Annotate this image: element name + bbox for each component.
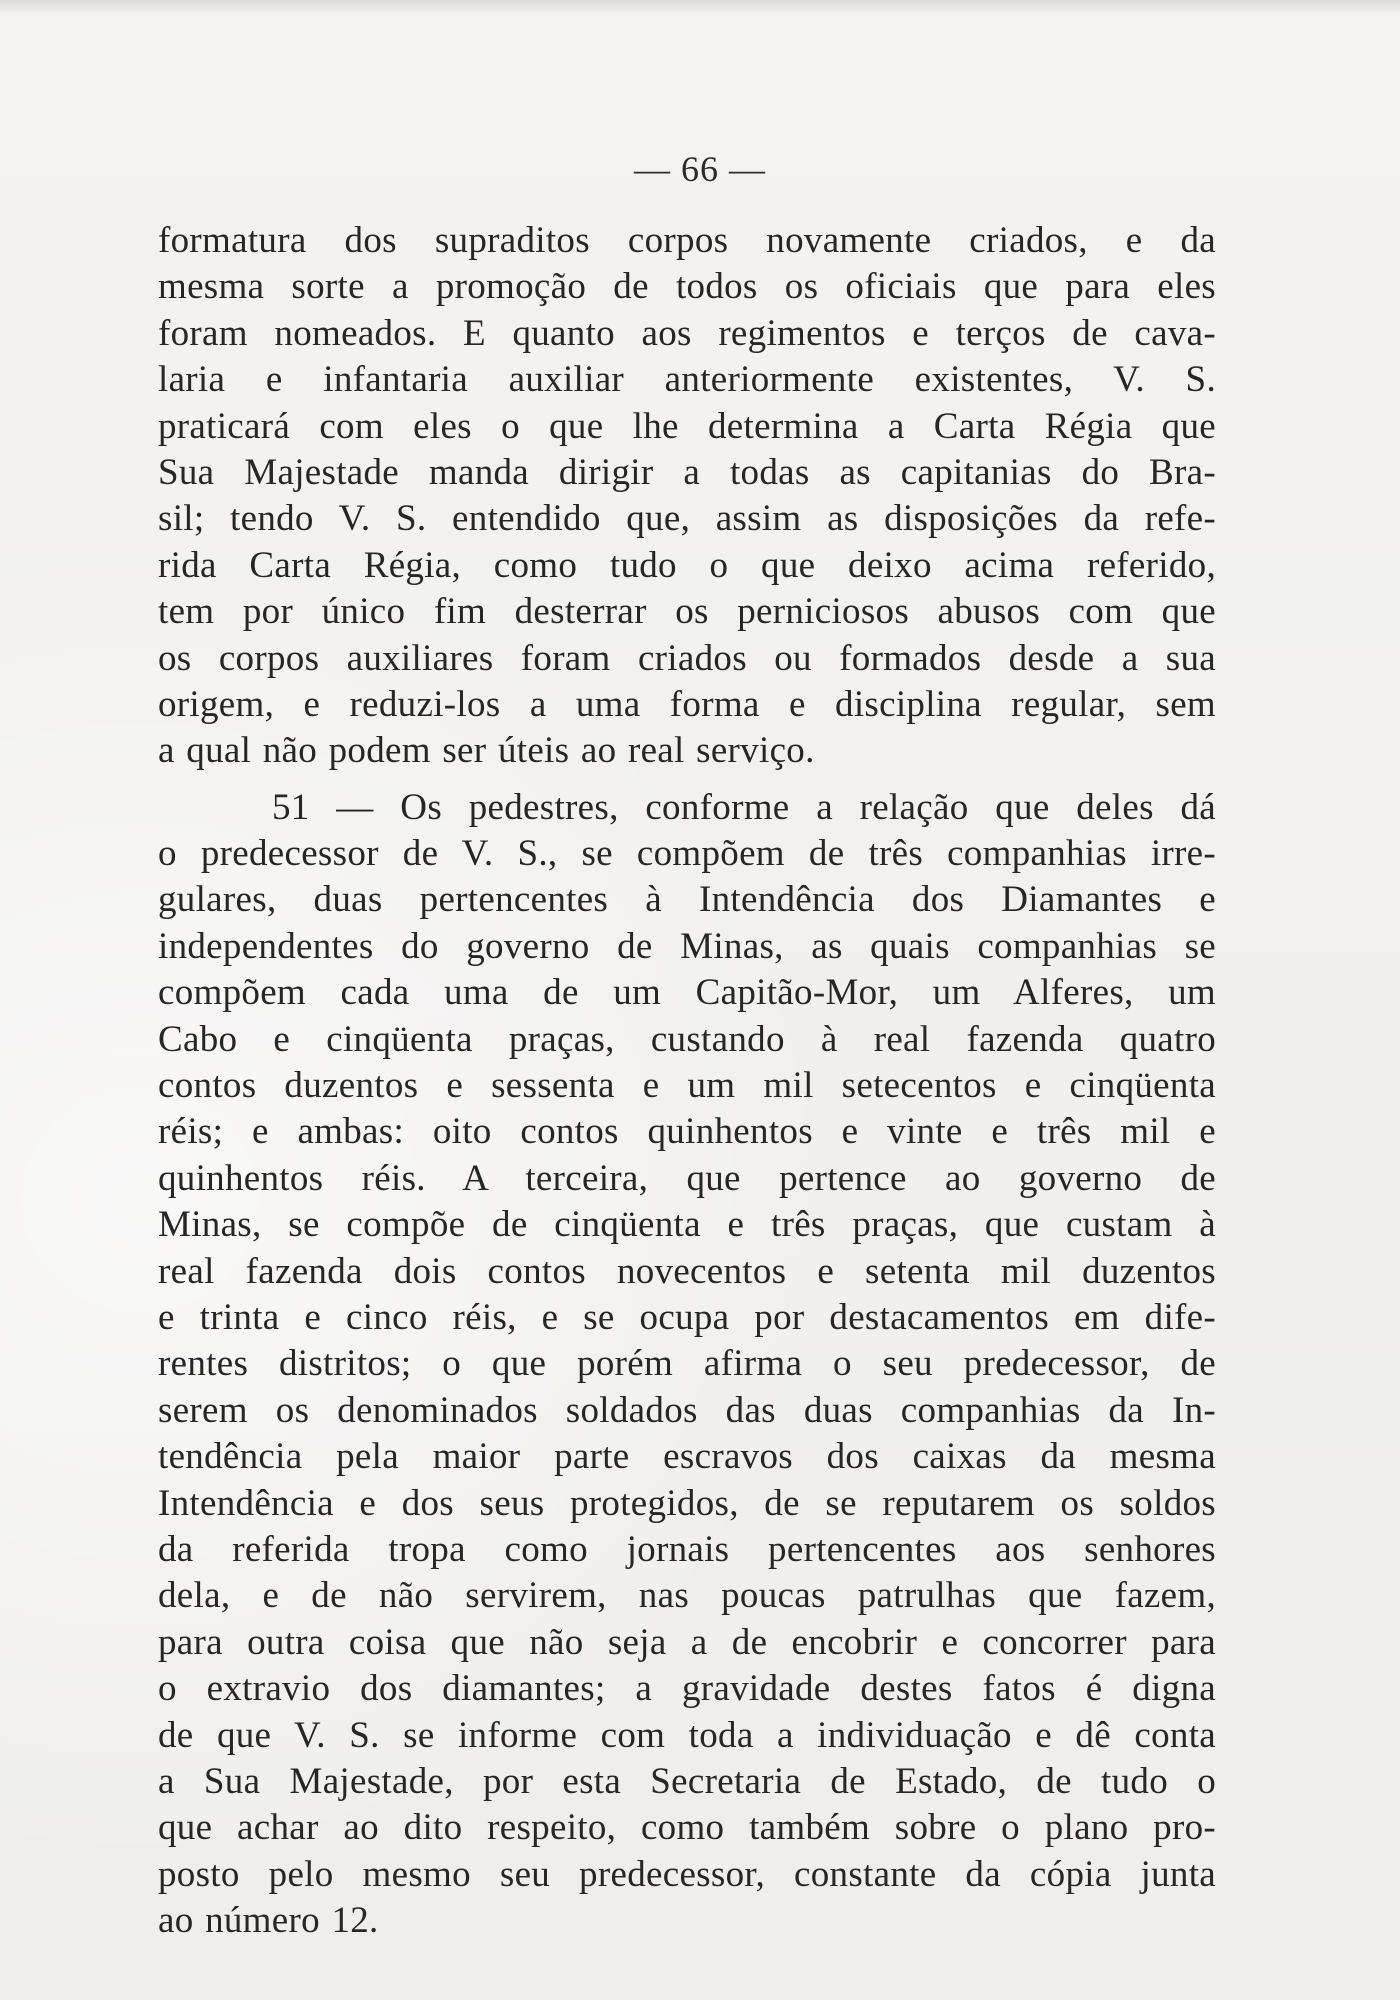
- text-line: foram nomeados. E quanto aos regimentos e terços de cava-: [158, 312, 1216, 354]
- paragraph-continuation: [158, 218, 1216, 775]
- text-line: formatura dos supraditos corpos novamente criados, e da: [158, 220, 1216, 261]
- text-line: Minas, se compõe de cinqüenta e três praças, que custam à: [158, 1204, 1216, 1246]
- text-line: ao número 12.: [158, 1900, 379, 1942]
- text-line: tendência pela maior parte escravos dos caixas da mesma: [158, 1436, 1216, 1478]
- text-line: compõem cada uma de um Capitão-Mor, um Alferes, um: [158, 972, 1216, 1014]
- text-line: rida Carta Régia, como tudo o que deixo acima referido,: [158, 544, 1216, 586]
- text-line: independentes do governo de Minas, as quais companhias se: [158, 925, 1216, 967]
- text-line: os corpos auxiliares foram criados ou formados desde a sua: [158, 637, 1216, 679]
- text-line: Sua Majestade manda dirigir a todas as capitanias do Bra-: [158, 451, 1216, 493]
- text-line: Intendência e dos seus protegidos, de se reputarem os soldos: [158, 1482, 1216, 1524]
- text-line: contos duzentos e sessenta e um mil setecentos e cinqüenta: [158, 1065, 1216, 1107]
- text-line: e trinta e cinco réis, e se ocupa por destacamentos em dife-: [158, 1296, 1216, 1338]
- text-line: tem por único fim desterrar os perniciosos abusos com que: [158, 591, 1216, 633]
- text-line: laria e infantaria auxiliar anteriormente existentes, V. S.: [158, 359, 1216, 401]
- paragraph-gap: [158, 775, 1216, 785]
- text-line: 51 — Os pedestres, conforme a relação que deles dá: [272, 786, 1216, 828]
- text-line: origem, e reduzi-los a uma forma e disciplina regular, sem: [158, 683, 1216, 725]
- text-line: gulares, duas pertencentes à Intendência dos Diamantes e: [158, 879, 1216, 921]
- text-line: sil; tendo V. S. entendido que, assim as disposições da refe-: [158, 498, 1216, 540]
- text-line: o extravio dos diamantes; a gravidade destes fatos é digna: [158, 1668, 1216, 1710]
- text-line: de que V. S. se informe com toda a individuação e dê conta: [158, 1714, 1216, 1756]
- text-line: mesma sorte a promoção de todos os oficiais que para eles: [158, 266, 1216, 308]
- text-line: rentes distritos; o que porém afirma o seu predecessor, de: [158, 1343, 1216, 1385]
- text-line: posto pelo mesmo seu predecessor, constante da cópia junta: [158, 1853, 1216, 1895]
- text-line: para outra coisa que não seja a de encobrir e concorrer para: [158, 1621, 1216, 1663]
- text-line: réis; e ambas: oito contos quinhentos e vinte e três mil e: [158, 1111, 1216, 1153]
- text-line: a Sua Majestade, por esta Secretaria de Estado, de tudo o: [158, 1760, 1216, 1802]
- body-text: [158, 218, 1216, 1944]
- text-line: serem os denominados soldados das duas companhias da In-: [158, 1389, 1216, 1431]
- text-line: da referida tropa como jornais pertencentes aos senhores: [158, 1528, 1216, 1570]
- text-line: praticará com eles o que lhe determina a Carta Régia que: [158, 405, 1216, 447]
- text-line: o predecessor de V. S., se compõem de três companhias irre-: [158, 833, 1216, 875]
- page-top-edge-shadow: [0, 0, 1400, 14]
- text-line: a qual não podem ser úteis ao real serviço.: [158, 730, 815, 772]
- paragraph-section-51: [158, 785, 1216, 1945]
- text-line: Cabo e cinqüenta praças, custando à real fazenda quatro: [158, 1018, 1216, 1060]
- text-line: quinhentos réis. A terceira, que pertence ao governo de: [158, 1157, 1216, 1199]
- text-line: real fazenda dois contos novecentos e setenta mil duzentos: [158, 1250, 1216, 1292]
- page-number: — 66 —: [634, 149, 766, 189]
- text-line: dela, e de não servirem, nas poucas patrulhas que fazem,: [158, 1575, 1216, 1617]
- text-line: que achar ao dito respeito, como também sobre o plano pro-: [158, 1807, 1216, 1849]
